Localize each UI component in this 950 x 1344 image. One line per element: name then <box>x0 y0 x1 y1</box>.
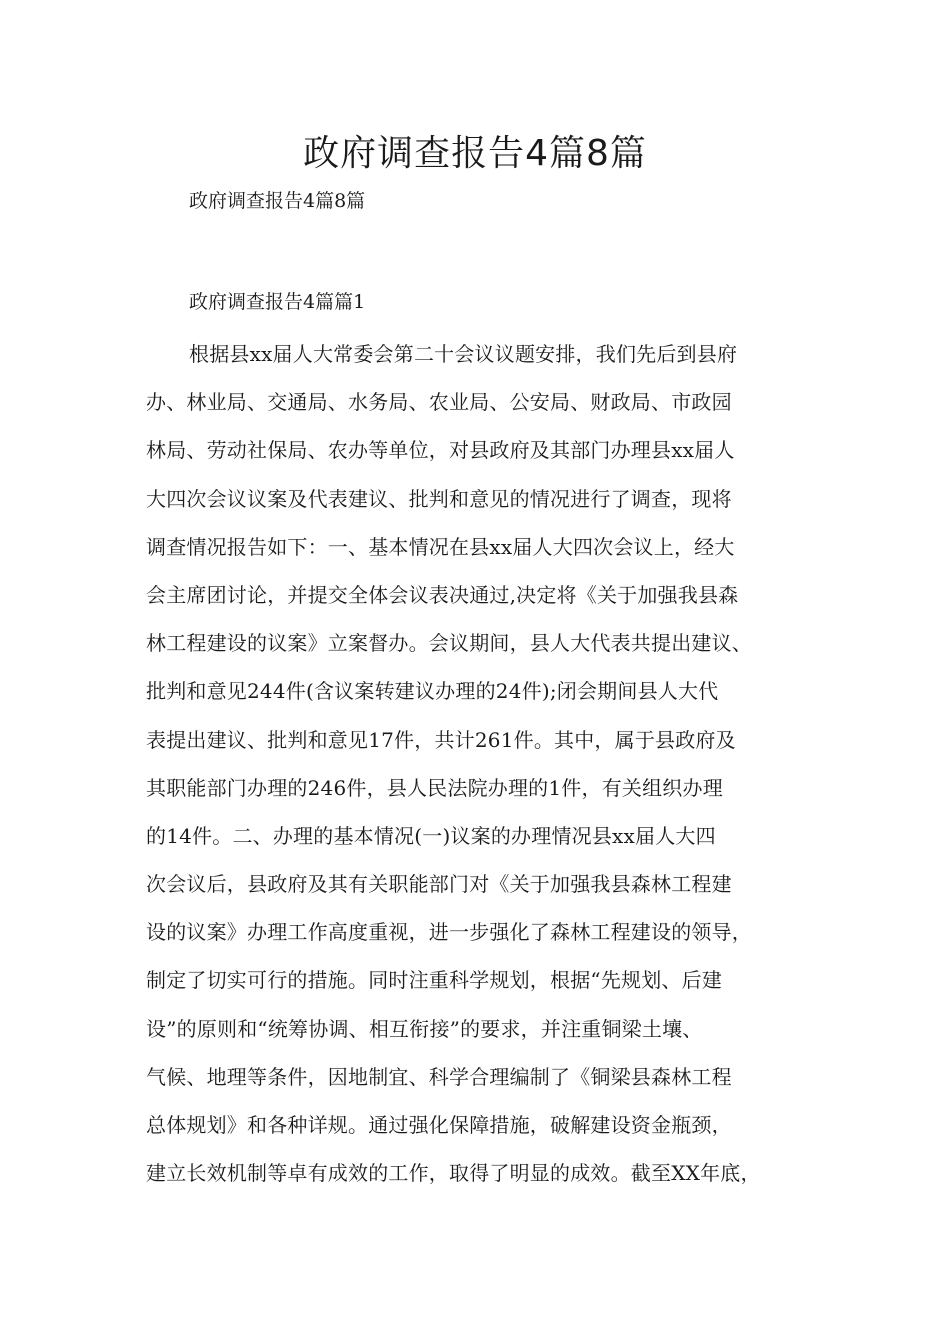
document-subtitle: 政府调查报告4篇8篇 <box>189 190 366 212</box>
body-line: 设的议案》办理工作高度重视，进一步强化了森林工程建设的领导， <box>146 920 752 945</box>
body-line: 次会议后，县政府及其有关职能部门对《关于加强我县森林工程建 <box>146 872 732 897</box>
body-line: 制定了切实可行的措施。同时注重科学规划，根据“先规划、后建 <box>146 968 723 993</box>
body-paragraph <box>146 335 826 1202</box>
body-line: 的14件。二、办理的基本情况(一)议案的办理情况县xx届人大四 <box>146 823 716 848</box>
document-title: 政府调查报告4篇8篇 <box>303 133 647 174</box>
body-line: 其职能部门办理的246件，县人民法院办理的1件，有关组织办理 <box>146 775 723 800</box>
body-line: 表提出建议、批判和意见17件，共计261件。其中，属于县政府及 <box>146 727 736 752</box>
body-line: 批判和意见244件(含议案转建议办理的24件);闭会期间县人大代 <box>146 679 719 704</box>
body-line: 大四次会议议案及代表建议、批判和意见的情况进行了调查，现将 <box>146 486 732 511</box>
body-line: 设”的原则和“统筹协调、相互衔接”的要求，并注重铜梁土壤、 <box>146 1016 703 1041</box>
body-line: 建立长效机制等卓有成效的工作，取得了明显的成效。截至XX年底， <box>146 1161 761 1186</box>
section-heading: 政府调查报告4篇篇1 <box>189 291 366 313</box>
body-line: 根据县xx届人大常委会第二十会议议题安排，我们先后到县府 <box>189 342 738 366</box>
body-line: 办、林业局、交通局、水务局、农业局、公安局、财政局、市政园 <box>146 390 732 415</box>
body-line: 调查情况报告如下：一、基本情况在县xx届人大四次会议上，经大 <box>146 534 735 559</box>
body-line: 会主席团讨论，并提交全体会议表决通过,决定将《关于加强我县森 <box>146 582 739 607</box>
body-line: 林局、劳动社保局、农办等单位，对县政府及其部门办理县xx届人 <box>146 438 735 463</box>
body-line: 林工程建设的议案》立案督办。会议期间，县人大代表共提出建议、 <box>146 631 752 656</box>
body-line: 总体规划》和各种详规。通过强化保障措施，破解建设资金瓶颈， <box>146 1113 732 1137</box>
body-line: 气候、地理等条件，因地制宜、科学合理编制了《铜梁县森林工程 <box>146 1064 732 1089</box>
